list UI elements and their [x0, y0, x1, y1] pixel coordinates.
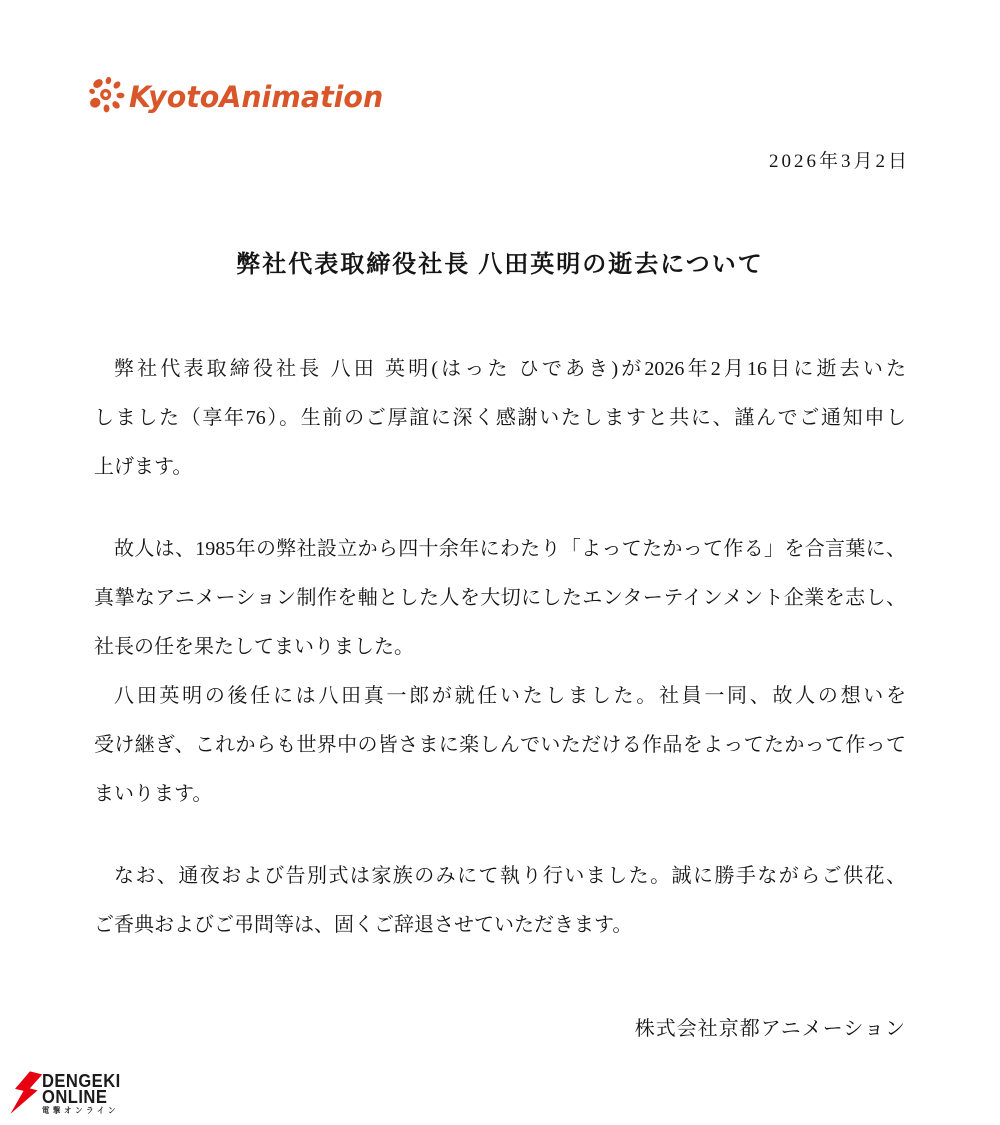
- flower-icon: [88, 74, 126, 119]
- dengeki-text-block: [42, 1073, 121, 1115]
- body-line: 八田英明の後任には八田真一郎が就任いたしました。社員一同、故人の想いを: [114, 685, 906, 707]
- dengeki-subtitle: 電撃オンライン: [42, 1106, 120, 1115]
- paragraph-1: [94, 345, 906, 492]
- dengeki-line2: ONLINE: [42, 1087, 108, 1107]
- body-line: しました（享年76）。生前のご厚誼に深く感謝いたしますと共に、謹んでご通知申し: [94, 407, 906, 429]
- dengeki-online-watermark: [6, 1073, 128, 1122]
- body-line: なお、通夜および告別式は家族のみにて執り行いました。誠に勝手ながらご供花、: [114, 865, 906, 887]
- body-line: 上げます。: [94, 456, 193, 478]
- body-line: 社長の任を果たしてまいりました。: [94, 636, 414, 658]
- paragraph-4: [94, 852, 906, 950]
- date-label: 2026年3月2日: [768, 151, 910, 172]
- body-line: 受け継ぎ、これからも世界中の皆さまに楽しんでいただける作品をよってたかって作って: [94, 734, 906, 756]
- kyoani-logo: [88, 74, 388, 119]
- kyoani-logo-text: KyotoAnimation: [129, 79, 384, 114]
- body-line: 真摯なアニメーション制作を軸とした人を大切にしたエンターテインメント企業を志し、: [94, 587, 906, 609]
- document-body: [94, 345, 906, 1054]
- dengeki-line1: DENGEKI: [42, 1071, 121, 1091]
- body-line: まいります。: [94, 783, 213, 805]
- paragraph-3: [94, 672, 906, 819]
- body-line: 故人は、1985年の弊社設立から四十余年にわたり「よってたかって作る」を合言葉に、: [114, 538, 906, 560]
- paragraph-2: [94, 525, 906, 672]
- company-signature: 株式会社京都アニメーション: [634, 1018, 906, 1040]
- body-line: ご香典およびご弔問等は、固くご辞退させていただきます。: [94, 914, 633, 936]
- page-title: 弊社代表取締役社長 八田英明の逝去について: [236, 252, 764, 278]
- body-line: 弊社代表取締役社長 八田 英明(はった ひであき)が2026年2月16日に逝去いた: [114, 358, 906, 380]
- lightning-bolt-icon: [6, 1073, 46, 1122]
